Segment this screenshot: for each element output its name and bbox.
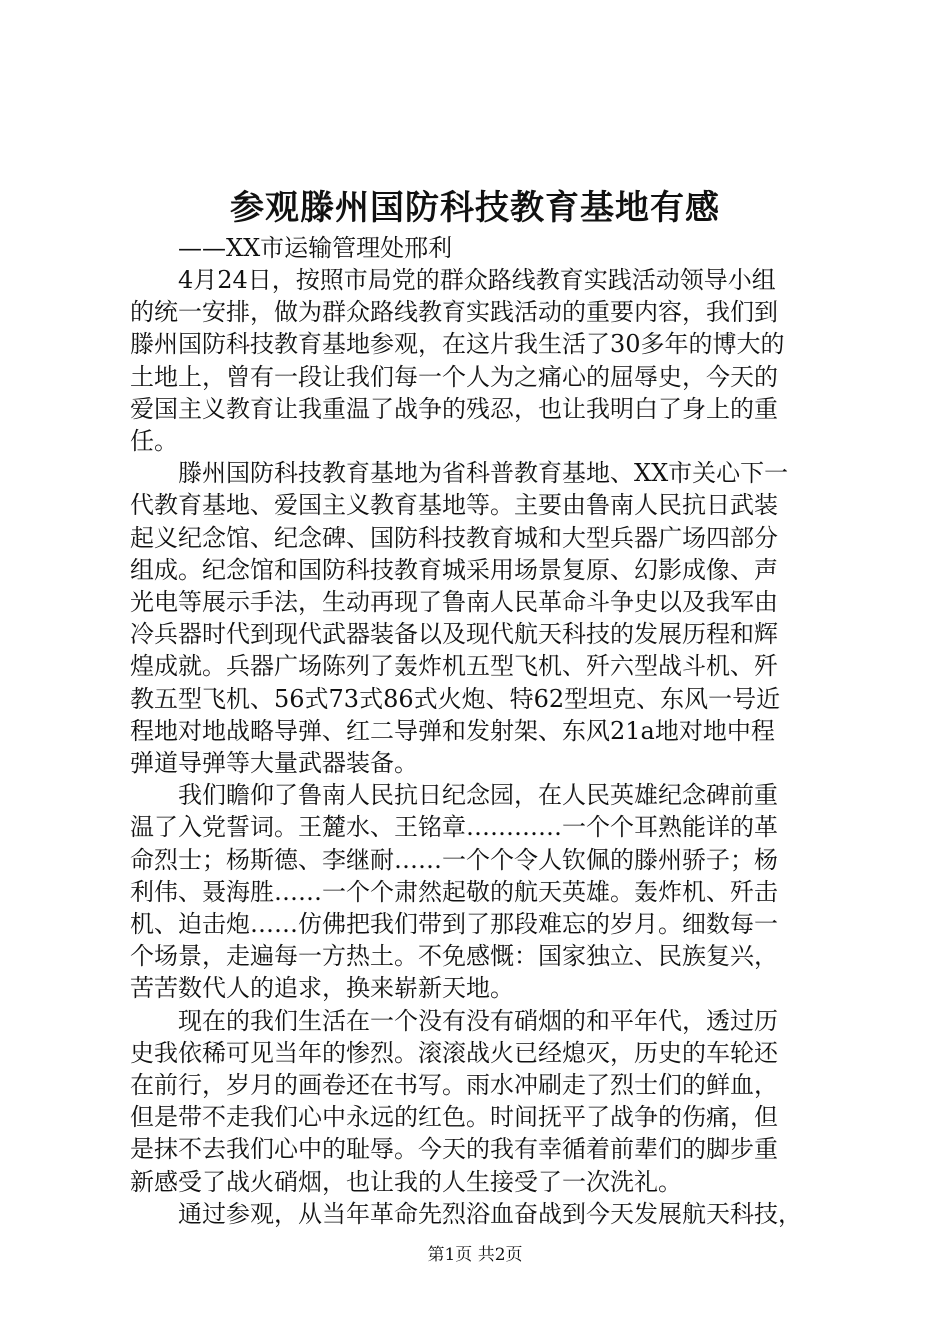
paragraph-2	[130, 457, 830, 779]
author-line: ——XX市运输管理处邢利	[178, 234, 453, 262]
text-line: 通过参观，从当年革命先烈浴血奋战到今天发展航天科技，	[130, 1199, 802, 1228]
text-line: 滕州国防科技教育基地参观，在这片我生活了30多年的博大的	[130, 330, 785, 359]
page-number-footer: 第1页 共2页	[427, 1245, 523, 1265]
paragraph-5	[130, 1198, 830, 1230]
text-line: 弹道导弹等大量武器装备。	[130, 749, 418, 778]
text-line: 的统一安排，做为群众路线教育实践活动的重要内容，我们到	[130, 298, 778, 327]
text-line: 光电等展示手法，生动再现了鲁南人民革命斗争史以及我军由	[130, 588, 778, 617]
text-line: 温了入党誓词。王麓水、王铭章…………一个个耳熟能详的革	[130, 813, 778, 842]
text-line: 任。	[130, 427, 178, 456]
text-line: 冷兵器时代到现代武器装备以及现代航天科技的发展历程和辉	[130, 620, 778, 649]
text-line: 煌成就。兵器广场陈列了轰炸机五型飞机、歼六型战斗机、歼	[130, 652, 778, 681]
text-line: 新感受了战火硝烟，也让我的人生接受了一次洗礼。	[130, 1167, 682, 1196]
document-title: 参观滕州国防科技教育基地有感	[230, 188, 720, 228]
text-line: 现在的我们生活在一个没有没有硝烟的和平年代，透过历	[130, 1006, 778, 1035]
text-line: 起义纪念馆、纪念碑、国防科技教育城和大型兵器广场四部分	[130, 523, 778, 552]
text-line: 代教育基地、爱国主义教育基地等。主要由鲁南人民抗日武装	[130, 491, 778, 520]
text-line: 我们瞻仰了鲁南人民抗日纪念园，在人民英雄纪念碑前重	[130, 781, 778, 810]
paragraph-4	[130, 1005, 830, 1198]
text-line: 滕州国防科技教育基地为省科普教育基地、XX市关心下一	[130, 459, 789, 488]
text-line: 是抹不去我们心中的耻辱。今天的我有幸循着前辈们的脚步重	[130, 1135, 778, 1164]
paragraph-1	[130, 264, 830, 457]
text-line: 利伟、聂海胜……一个个肃然起敬的航天英雄。轰炸机、歼击	[130, 877, 778, 906]
text-line: 土地上，曾有一段让我们每一个人为之痛心的屈辱史，今天的	[130, 362, 778, 391]
text-line: 程地对地战略导弹、红二导弹和发射架、东风21a地对地中程	[130, 716, 775, 745]
text-line: 苦苦数代人的追求，换来崭新天地。	[130, 974, 514, 1003]
paragraph-3	[130, 779, 830, 1004]
document-body	[130, 232, 830, 1230]
text-line: 4月24日，按照市局党的群众路线教育实践活动领导小组	[130, 266, 776, 294]
text-line: 命烈士；杨斯德、李继耐……一个个令人钦佩的滕州骄子；杨	[130, 845, 778, 874]
text-line: 组成。纪念馆和国防科技教育城采用场景复原、幻影成像、声	[130, 555, 778, 584]
text-line: 个场景，走遍每一方热土。不免感慨：国家独立、民族复兴，	[130, 942, 778, 971]
text-line: 爱国主义教育让我重温了战争的残忍，也让我明白了身上的重	[130, 394, 778, 423]
text-line: 但是带不走我们心中永远的红色。时间抚平了战争的伤痛，但	[130, 1103, 778, 1132]
text-line: 在前行，岁月的画卷还在书写。雨水冲刷走了烈士们的鲜血，	[130, 1071, 778, 1100]
text-line: 史我依稀可见当年的惨烈。滚滚战火已经熄灭，历史的车轮还	[130, 1038, 778, 1067]
text-line: 教五型飞机、56式73式86式火炮、特62型坦克、东风一号近	[130, 684, 781, 713]
text-line: 机、迫击炮……仿佛把我们带到了那段难忘的岁月。细数每一	[130, 910, 778, 939]
